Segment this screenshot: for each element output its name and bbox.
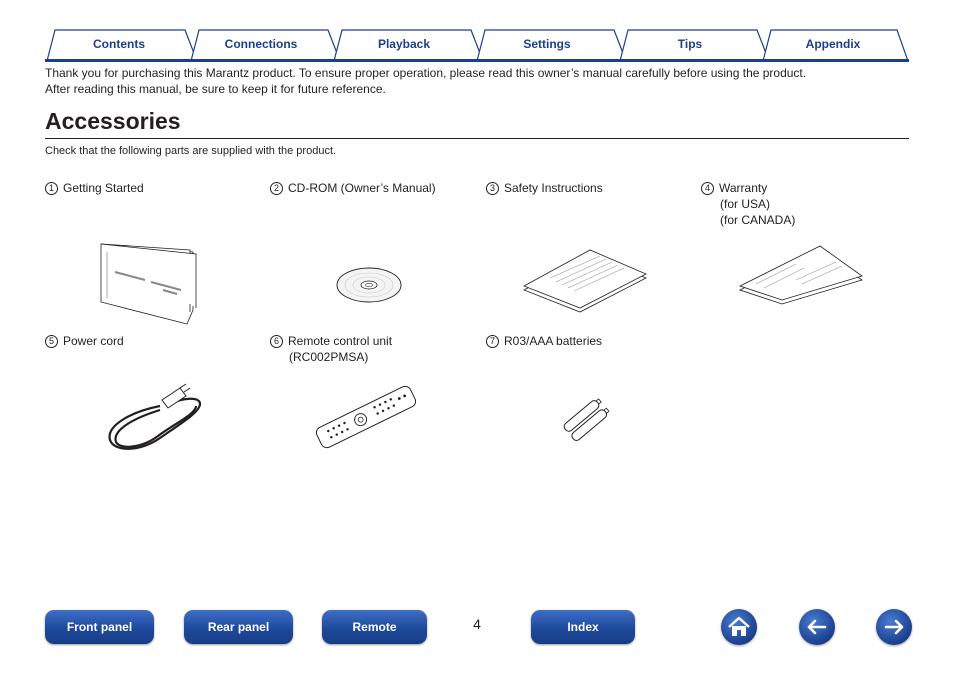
item-number: 7 — [486, 335, 499, 348]
item-number: 6 — [270, 335, 283, 348]
title-divider — [45, 138, 909, 139]
cd-rom-icon — [334, 264, 404, 306]
intro-text — [45, 65, 905, 97]
item-number: 1 — [45, 182, 58, 195]
power-cord-icon — [100, 382, 210, 456]
item-sub-canada: (for CANADA) — [720, 213, 796, 227]
item-label: CD-ROM (Owner’s Manual) — [288, 181, 436, 195]
home-button[interactable] — [721, 609, 757, 645]
item-label: Remote control unit — [288, 334, 393, 348]
front-panel-button[interactable]: Front panel — [45, 610, 154, 644]
item-label: Warranty — [719, 181, 768, 195]
top-tab-bar — [45, 28, 909, 62]
item-remote-control — [270, 333, 392, 365]
item-label: Power cord — [63, 334, 124, 348]
item-power-cord — [45, 333, 124, 349]
tab-contents[interactable]: Contents — [93, 37, 145, 51]
item-safety-instructions — [486, 180, 603, 196]
item-sub-usa: (for USA) — [720, 197, 771, 211]
item-label: Getting Started — [63, 181, 144, 195]
item-number: 4 — [701, 182, 714, 195]
index-button[interactable]: Index — [531, 610, 635, 644]
item-number: 5 — [45, 335, 58, 348]
rear-panel-button[interactable]: Rear panel — [184, 610, 293, 644]
page-subtitle: Check that the following parts are supplied with the product. — [45, 145, 337, 157]
tab-playback[interactable]: Playback — [377, 37, 431, 51]
tab-settings[interactable]: Settings — [523, 37, 571, 51]
item-label: R03/AAA batteries — [504, 334, 603, 348]
remote-button[interactable]: Remote — [322, 610, 427, 644]
item-number: 3 — [486, 182, 499, 195]
page-title: Accessories — [45, 108, 181, 134]
item-label: Safety Instructions — [504, 181, 603, 195]
tab-connections[interactable]: Connections — [224, 37, 298, 51]
item-getting-started — [45, 180, 144, 196]
forward-button[interactable] — [876, 609, 912, 645]
warranty-sheets-icon — [736, 244, 866, 306]
batteries-icon — [560, 396, 616, 442]
safety-sheets-icon — [520, 248, 650, 314]
home-icon — [721, 609, 757, 645]
item-sub-model: (RC002PMSA) — [289, 350, 369, 364]
arrow-right-icon — [876, 609, 912, 645]
intro-line-2: After reading this manual, be sure to keep it for future reference. — [45, 82, 386, 96]
intro-line-1: Thank you for purchasing this Marantz product. To ensure proper operation, please read this owner’s manual carefully before using the product. — [45, 66, 807, 80]
arrow-left-icon — [799, 609, 835, 645]
page-number: 4 — [473, 616, 481, 632]
item-cd-rom — [270, 180, 436, 196]
back-button[interactable] — [799, 609, 835, 645]
tab-appendix[interactable]: Appendix — [805, 37, 861, 51]
item-number: 2 — [270, 182, 283, 195]
tab-underline — [45, 59, 909, 62]
item-batteries — [486, 333, 602, 349]
tab-shapes — [45, 28, 909, 62]
remote-control-icon — [308, 382, 424, 452]
booklet-icon — [95, 240, 203, 328]
item-warranty — [701, 180, 795, 228]
tab-tips[interactable]: Tips — [677, 37, 703, 51]
